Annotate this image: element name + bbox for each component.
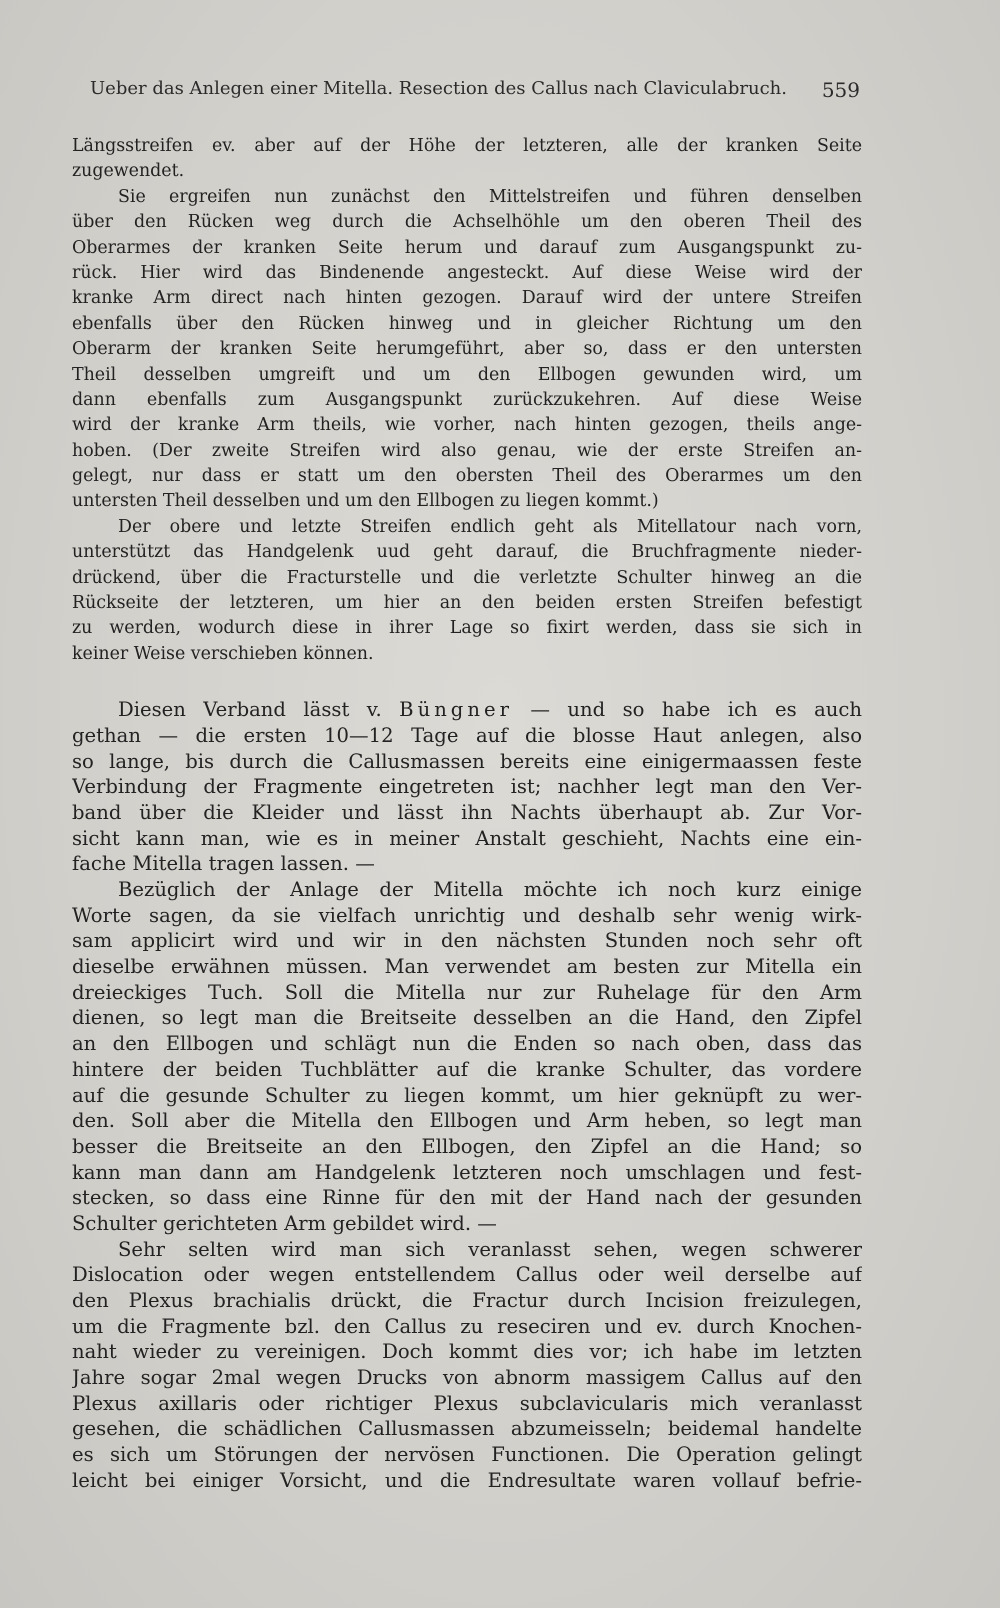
text-line: den. Soll aber die Mitella den Ellbogen und Arm heben, so legt man bbox=[72, 1109, 862, 1133]
text-line: Oberarm der kranken Seite herumgeführt, aber so, dass er den untersten bbox=[72, 339, 862, 360]
text-line: Sehr selten wird man sich veranlasst sehen, wegen schwerer bbox=[118, 1237, 862, 1261]
text-line: dieselbe erwähnen müssen. Man verwendet am besten zur Mitella ein bbox=[72, 955, 862, 979]
running-header bbox=[90, 78, 860, 108]
text-line: Jahre sogar 2mal wegen Drucks von abnorm massigem Callus auf den bbox=[72, 1366, 862, 1390]
text-line: besser die Breitseite an den Ellbogen, den Zipfel an die Hand; so bbox=[72, 1134, 862, 1158]
text-line: fache Mitella tragen lassen. — bbox=[72, 852, 375, 876]
text-line: kranke Arm direct nach hinten gezogen. Darauf wird der untere Streifen bbox=[72, 288, 862, 309]
text-line: hintere der beiden Tuchblätter auf die kranke Schulter, das vordere bbox=[72, 1057, 862, 1081]
text-fragment: — und so habe ich es auch bbox=[512, 698, 862, 722]
text-line: Dislocation oder wegen entstellendem Callus oder weil derselbe auf bbox=[72, 1263, 862, 1287]
text-line: Theil desselben umgreift und um den Ellbogen gewunden wird, um bbox=[72, 364, 862, 385]
text-line: keiner Weise verschieben können. bbox=[72, 643, 374, 664]
text-line: Plexus axillaris oder richtiger Plexus subclavicularis mich veranlasst bbox=[72, 1391, 862, 1415]
text-line: stecken, so dass eine Rinne für den mit der Hand nach der gesunden bbox=[72, 1186, 862, 1210]
text-line: dann ebenfalls zum Ausgangspunkt zurückzukehren. Auf diese Weise bbox=[72, 389, 862, 410]
body-text bbox=[72, 134, 862, 1494]
text-line: um die Fragmente bzl. den Callus zu reseciren und ev. durch Knochen- bbox=[72, 1314, 862, 1338]
text-line: gelegt, nur dass er statt um den obersten Theil des Oberarmes um den bbox=[72, 466, 862, 487]
text-line: über den Rücken weg durch die Achselhöhle um den oberen Theil des bbox=[72, 212, 862, 233]
text-line: an den Ellbogen und schlägt nun die Enden so nach oben, dass das bbox=[72, 1032, 862, 1056]
author-name: Büngner bbox=[399, 698, 513, 722]
text-line: Bezüglich der Anlage der Mitella möchte ich noch kurz einige bbox=[118, 878, 862, 902]
text-line: dreieckiges Tuch. Soll die Mitella nur zur Ruhelage für den Arm bbox=[72, 980, 862, 1004]
section-gap bbox=[72, 667, 862, 697]
text-line bbox=[72, 697, 862, 723]
text-line: zugewendet. bbox=[72, 161, 185, 182]
text-line: gesehen, die schädlichen Callusmassen abzumeisseln; beidemal handelte bbox=[72, 1417, 862, 1441]
text-line: Der obere und letzte Streifen endlich geht als Mitellatour nach vorn, bbox=[118, 516, 862, 537]
section-mitella-and-resection bbox=[72, 697, 862, 1493]
text-line: Sie ergreifen nun zunächst den Mittelstreifen und führen denselben bbox=[118, 186, 862, 207]
text-line: band über die Kleider und lässt ihn Nachts überhaupt ab. Zur Vor- bbox=[72, 800, 862, 824]
text-line: sam applicirt wird und wir in den nächsten Stunden noch sehr oft bbox=[72, 929, 862, 953]
text-line: Worte sagen, da sie vielfach unrichtig und deshalb sehr wenig wirk- bbox=[72, 903, 862, 927]
text-line: drückend, über die Fracturstelle und die verletzte Schulter hinweg an die bbox=[72, 567, 862, 588]
text-line: zu werden, wodurch diese in ihrer Lage so fixirt werden, dass sie sich in bbox=[72, 618, 862, 639]
text-line: auf die gesunde Schulter zu liegen kommt, um hier geknüpft zu wer- bbox=[72, 1083, 862, 1107]
text-line: den Plexus brachialis drückt, die Fractur durch Incision freizulegen, bbox=[72, 1289, 862, 1313]
text-line: sicht kann man, wie es in meiner Anstalt geschieht, Nachts eine ein- bbox=[72, 826, 862, 850]
text-fragment: Diesen Verband lässt v. bbox=[118, 698, 400, 722]
text-line: hoben. (Der zweite Streifen wird also genau, wie der erste Streifen an- bbox=[72, 440, 862, 461]
text-line: rück. Hier wird das Bindenende angesteckt. Auf diese Weise wird der bbox=[72, 262, 862, 283]
text-line: kann man dann am Handgelenk letzteren noch umschlagen und fest- bbox=[72, 1160, 862, 1184]
text-line: gethan — die ersten 10—12 Tage auf die blosse Haut anlegen, also bbox=[72, 723, 862, 747]
text-line: untersten Theil desselben und um den Ellbogen zu liegen kommt.) bbox=[72, 491, 659, 512]
header-title: Ueber das Anlegen einer Mitella. Resection des Callus nach Claviculabruch. bbox=[90, 78, 787, 99]
text-line: es sich um Störungen der nervösen Functionen. Die Operation gelingt bbox=[72, 1443, 862, 1467]
page-number: 559 bbox=[821, 78, 860, 102]
text-line: ebenfalls über den Rücken hinweg und in gleicher Richtung um den bbox=[72, 313, 862, 334]
text-line: Verbindung der Fragmente eingetreten ist; nachher legt man den Ver- bbox=[72, 775, 862, 799]
text-line: wird der kranke Arm theils, wie vorher, nach hinten gezogen, theils ange- bbox=[72, 415, 862, 436]
text-line: Schulter gerichteten Arm gebildet wird. — bbox=[72, 1211, 497, 1235]
text-line: unterstützt das Handgelenk uud geht darauf, die Bruchfragmente nieder- bbox=[72, 542, 862, 563]
section-bandage-description bbox=[72, 134, 862, 667]
text-line: dienen, so legt man die Breitseite desselben an die Hand, den Zipfel bbox=[72, 1006, 862, 1030]
text-line: so lange, bis durch die Callusmassen bereits eine einigermaassen feste bbox=[72, 749, 862, 773]
text-line: Rückseite der letzteren, um hier an den beiden ersten Streifen befestigt bbox=[72, 593, 862, 614]
text-line: leicht bei einiger Vorsicht, und die Endresultate waren vollauf befrie- bbox=[72, 1468, 862, 1492]
text-line: Oberarmes der kranken Seite herum und darauf zum Ausgangspunkt zu- bbox=[72, 237, 862, 258]
text-line: naht wieder zu vereinigen. Doch kommt dies vor; ich habe im letzten bbox=[72, 1340, 862, 1364]
section-b-lines bbox=[72, 723, 862, 1494]
text-line: Längsstreifen ev. aber auf der Höhe der letzteren, alle der kranken Seite bbox=[72, 136, 862, 156]
